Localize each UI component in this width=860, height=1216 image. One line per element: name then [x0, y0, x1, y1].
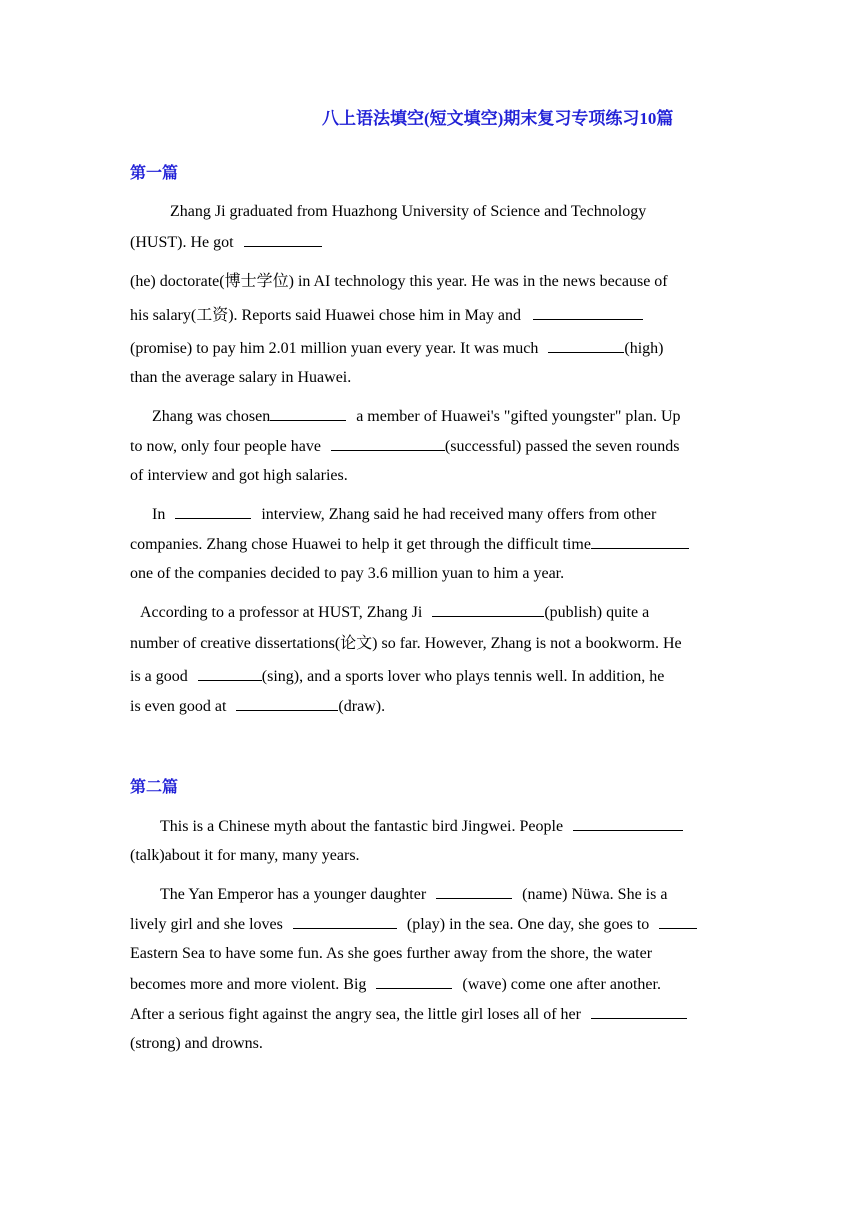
passage-2-heading: 第二篇 — [130, 779, 179, 796]
p1-line-14: number of creative dissertations(论文) so far. However, Zhang is not a bookworm. He — [130, 635, 682, 652]
p1-line-1: Zhang Ji graduated from Huazhong University of Science and Technology — [170, 203, 647, 220]
p1-text: companies. Zhang chose Huawei to help it get through the difficult time — [130, 536, 591, 553]
p2-line-8: (strong) and drowns. — [130, 1035, 263, 1052]
p2-line-5: Eastern Sea to have some fun. As she goes further away from the shore, the water — [130, 945, 653, 962]
p1-line-6: than the average salary in Huawei. — [130, 369, 352, 386]
p1-text: interview, Zhang said he had received many offers from other — [261, 506, 657, 523]
p1-text: (HUST). He got — [130, 234, 234, 251]
blank-15[interactable] — [376, 974, 452, 989]
p2-text: (wave) come one after another. — [462, 976, 661, 993]
p1-text: Zhang was chosen — [152, 408, 271, 425]
p1-text: In — [152, 506, 166, 523]
p1-line-3: (he) doctorate(博士学位) in AI technology this year. He was in the news because of — [130, 273, 668, 290]
blank-6[interactable] — [175, 504, 251, 519]
p1-line-5 — [130, 338, 663, 359]
blank-13[interactable] — [293, 914, 397, 929]
p1-text: (draw). — [338, 698, 386, 715]
p1-text: to now, only four people have — [130, 438, 321, 455]
p2-line-3 — [160, 884, 667, 905]
p1-text: (sing), and a sports lover who plays tennis well. In addition, he — [261, 668, 665, 685]
p1-line-11 — [130, 534, 689, 555]
blank-11[interactable] — [573, 816, 683, 831]
p1-line-8 — [130, 436, 680, 457]
blank-5[interactable] — [331, 436, 445, 451]
p1-line-15 — [130, 666, 664, 687]
blank-7[interactable] — [591, 534, 689, 549]
blank-9[interactable] — [198, 666, 262, 681]
blank-8[interactable] — [432, 602, 544, 617]
blank-16[interactable] — [591, 1004, 687, 1019]
p1-text: is a good — [130, 668, 188, 685]
p1-line-13 — [140, 602, 649, 623]
p2-line-2: (talk)about it for many, many years. — [130, 847, 360, 864]
p1-line-7 — [152, 406, 681, 427]
p2-text: becomes more and more violent. Big — [130, 976, 367, 993]
blank-3[interactable] — [548, 338, 624, 353]
p2-line-6 — [130, 974, 661, 995]
blank-10[interactable] — [236, 696, 338, 711]
p2-text: lively girl and she loves — [130, 916, 283, 933]
p2-line-1 — [160, 816, 683, 837]
p1-text: his salary(工资). Reports said Huawei chose him in May and — [130, 307, 522, 324]
p1-text: (promise) to pay him 2.01 million yuan every year. It was much — [130, 340, 539, 357]
p2-line-4 — [130, 914, 697, 935]
p1-line-2 — [130, 232, 322, 253]
blank-1[interactable] — [244, 232, 322, 247]
p2-text: The Yan Emperor has a younger daughter — [160, 886, 427, 903]
p2-text: (name) Nüwa. She is a — [522, 886, 668, 903]
p1-line-10 — [152, 504, 656, 525]
p1-text: (publish) quite a — [544, 604, 650, 621]
p1-text: (successful) passed the seven rounds — [444, 438, 680, 455]
blank-14[interactable] — [659, 914, 697, 929]
p1-text: According to a professor at HUST, Zhang Ji — [140, 604, 423, 621]
p2-text: This is a Chinese myth about the fantastic bird Jingwei. People — [160, 818, 564, 835]
p2-text: After a serious fight against the angry sea, the little girl loses all of her — [130, 1006, 581, 1023]
p1-text: a member of Huawei's "gifted youngster" plan. Up — [356, 408, 681, 425]
p1-text: is even good at — [130, 698, 227, 715]
blank-12[interactable] — [436, 884, 512, 899]
document-title: 八上语法填空(短文填空)期末复习专项练习10篇 — [322, 109, 674, 128]
p1-line-4 — [130, 305, 643, 326]
p1-line-12: one of the companies decided to pay 3.6 million yuan to him a year. — [130, 565, 565, 582]
blank-4[interactable] — [270, 406, 346, 421]
blank-2[interactable] — [533, 305, 643, 320]
p1-line-16 — [130, 696, 385, 717]
p1-text: (high) — [624, 340, 664, 357]
passage-1-heading: 第一篇 — [130, 165, 179, 182]
p1-line-9: of interview and got high salaries. — [130, 467, 348, 484]
p2-text: (play) in the sea. One day, she goes to — [406, 916, 650, 933]
p2-line-7 — [130, 1004, 687, 1025]
